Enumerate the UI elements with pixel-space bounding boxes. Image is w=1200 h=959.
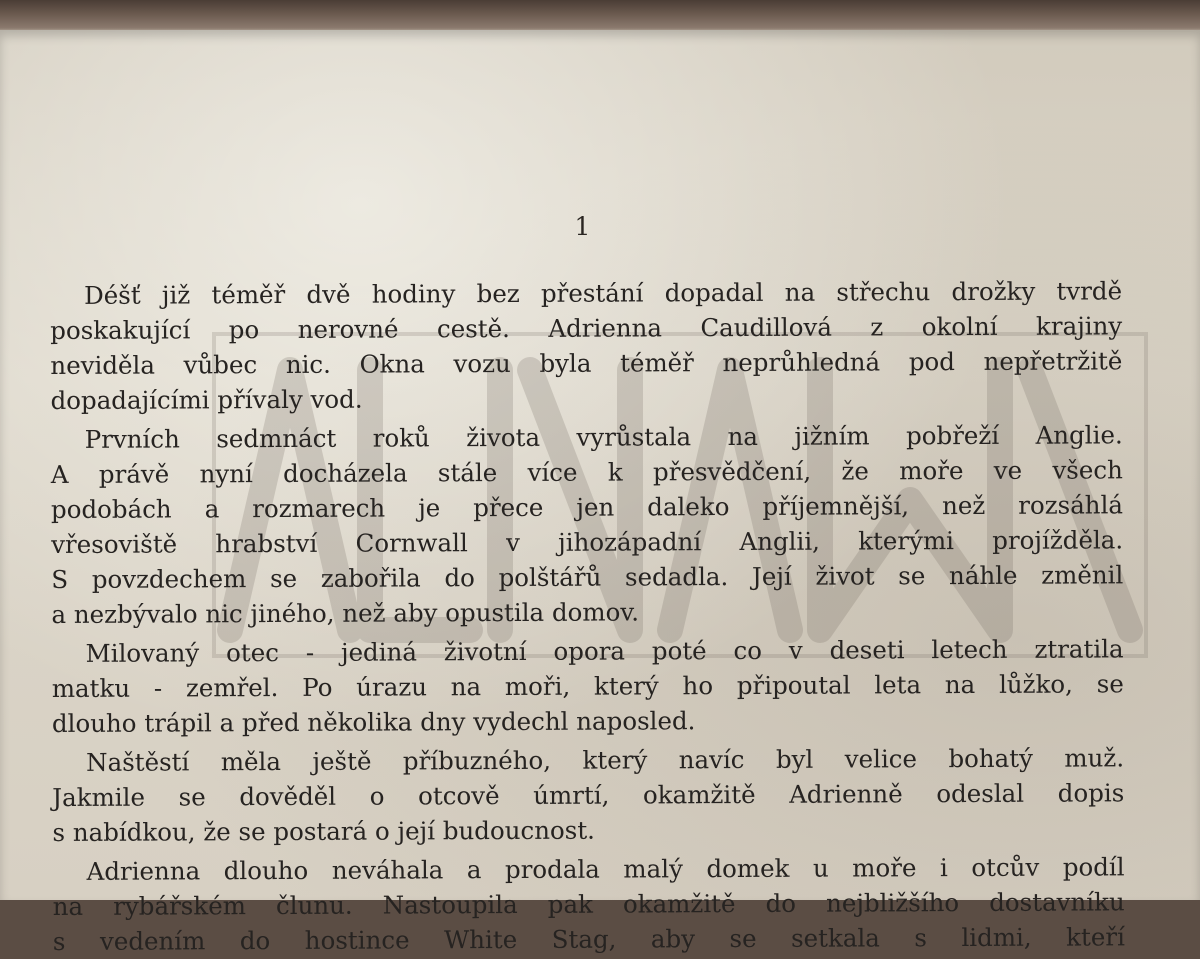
text-line: matku - zemřel. Po úrazu na moři, který ho připoutal leta na lůžko, se [51,669,1124,703]
text-line: Milovaný otec - jediná životní opora poté co v deseti letech ztratila [85,634,1124,668]
text-line: neviděla vůbec nic. Okna vozu byla téměř neprůhledná pod nepřetržitě [50,346,1123,380]
text-line: Prvních sedmnáct roků života vyrůstala na jižním pobřeží Anglie. [84,420,1123,454]
text-line: a nezbývalo nic jiného, než aby opustila domov. [51,597,640,629]
paragraph [52,740,1124,850]
text-line: dlouho trápil a před několika dny vydechl naposled. [51,706,696,738]
text-line: poskakující po nerovné cestě. Adrienna Caudillová z okolní krajiny [50,311,1123,345]
chapter-number: 1 [574,212,591,241]
text-line: Naštěstí měla ještě příbuzného, který navíc byl velice bohatý muž. [86,743,1125,777]
text-line: Adrienna dlouho neváhala a prodala malý domek u moře i otcův podíl [86,852,1125,886]
paragraph [50,273,1123,418]
text-line: na rybářském člunu. Nastoupila pak okamžitě do nejbližšího dostavníku [52,887,1125,921]
book-page [0,30,1200,956]
chapter-text [50,273,1125,959]
text-line: s nabídkou, že se postará o její budoucnost. [52,815,595,847]
paragraph [52,631,1124,741]
text-line: vřesoviště hrabství Cornwall v jihozápadní Anglii, kterými projížděla. [51,525,1124,559]
text-line: dopadajícími přívaly vod. [50,384,363,415]
text-line: A právě nyní docházela stále více k přesvědčení, že moře ve všech [50,455,1123,489]
text-line: Jakmile se dověděl o otcově úmrtí, okamžitě Adrienně odeslal dopis [52,778,1125,812]
paragraph [51,417,1124,632]
text-line: s vedením do hostince White Stag, aby se setkala s lidmi, kteří [52,922,1125,956]
paragraph [53,849,1125,959]
text-line: Déšť již téměř dvě hodiny bez přestání dopadal na střechu drožky tvrdě [84,276,1123,310]
text-line: S povzdechem se zabořila do polštářů sedadla. Její život se náhle změnil [51,560,1124,594]
text-line: podobách a rozmarech je přece jen daleko příjemnější, než rozsáhlá [50,490,1124,524]
